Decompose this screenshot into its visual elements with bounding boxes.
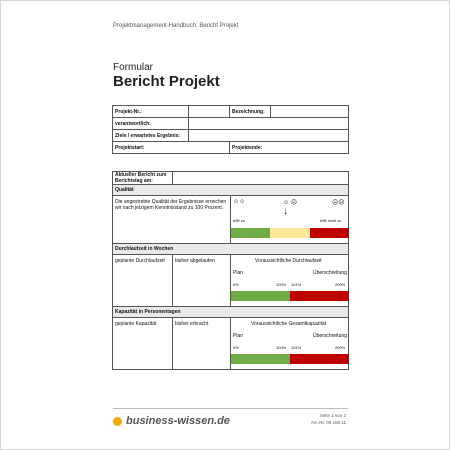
project-info-table	[112, 105, 349, 154]
capacity-tick-100: 100%	[276, 345, 287, 350]
capacity-heading: Kapazität in Personentagen	[113, 307, 349, 318]
project-no-label: Projekt-Nr.:	[113, 106, 189, 118]
project-end-label: Projektende:	[232, 144, 263, 151]
capacity-so-far-cell[interactable]	[173, 318, 231, 370]
quality-indicator-arrow-icon: ↓	[283, 206, 288, 217]
duration-tick-100: 100%	[276, 282, 287, 287]
capacity-planned-cell[interactable]	[113, 318, 173, 370]
project-end-cell[interactable]	[230, 142, 349, 154]
quality-not-applies-label: trifft nicht zu	[320, 218, 342, 223]
duration-tick-0: 0%	[233, 282, 239, 287]
capacity-bar-overrun	[290, 354, 349, 364]
quality-bar-yellow	[270, 228, 310, 238]
duration-so-far-cell[interactable]	[173, 255, 231, 307]
very-happy-faces-icon: ☺☺	[233, 199, 246, 205]
capacity-tick-0: 0%	[233, 345, 239, 350]
duration-bar-plan	[231, 291, 290, 301]
logo-text: business-wissen.de	[126, 415, 230, 427]
goals-label: Ziele / erwartetes Ergebnis:	[113, 130, 189, 142]
duration-planned-cell[interactable]	[113, 255, 173, 307]
designation-label: Bezeichnung:	[230, 106, 271, 118]
project-start-cell[interactable]	[113, 142, 230, 154]
duration-heading: Durchlaufzeit in Wochen	[113, 244, 349, 255]
article-number: Art.-Nr. 09.160.11	[310, 420, 346, 425]
designation-field[interactable]	[271, 106, 349, 118]
page-info	[311, 412, 346, 426]
duration-so-far-label: bisher abgelaufen	[175, 258, 215, 264]
quality-heading: Qualität	[113, 185, 349, 196]
quality-scale[interactable]	[231, 196, 348, 240]
duration-scale[interactable]	[231, 255, 348, 303]
neutral-faces-icon: ☺ ☹	[283, 200, 298, 206]
page-number: Seite 1 von 2	[319, 413, 346, 418]
quality-applies-label: trifft zu	[233, 218, 245, 223]
report-table	[112, 171, 349, 370]
capacity-scale-cell	[231, 318, 349, 370]
document-title: Bericht Projekt	[113, 73, 220, 90]
duration-bar-overrun	[290, 291, 349, 301]
report-date-label: Aktueller Bericht zum Berichtstag am:	[113, 172, 173, 185]
duration-tick-101: 101%	[291, 282, 302, 287]
project-start-label: Projektstart:	[115, 144, 145, 151]
capacity-scale[interactable]	[231, 318, 348, 366]
sad-faces-icon: ☹☹	[332, 200, 345, 206]
duration-overrun-label: Überschreitung	[313, 270, 347, 276]
capacity-planned-label: geplante Kapazität	[115, 321, 157, 327]
business-wissen-logo	[113, 415, 230, 427]
goals-field[interactable]	[189, 130, 349, 142]
project-no-field[interactable]	[189, 106, 230, 118]
footer-divider	[113, 408, 348, 409]
duration-expected-label: Voraussichtliche Durchlaufzeit	[255, 258, 322, 264]
capacity-bar-plan	[231, 354, 290, 364]
capacity-expected-label: Voraussichtliche Gesamtkapazität	[251, 321, 327, 327]
capacity-plan-label: Plan	[233, 333, 244, 339]
capacity-overrun-label: Überschreitung	[313, 333, 347, 339]
logo-dot-icon	[113, 417, 122, 426]
duration-planned-label: geplante Durchlaufzeit	[115, 258, 165, 264]
duration-scale-cell	[231, 255, 349, 307]
quality-description: Die angestrebte Qualität der Ergebnisse erreichen wir nach jetzigem Kenntnisstand zu 100 Prozent.	[113, 196, 231, 244]
form-label: Formular	[113, 62, 154, 73]
duration-tick-200: 200%	[335, 282, 346, 287]
quality-bar-red	[310, 228, 349, 238]
responsible-field[interactable]	[189, 118, 349, 130]
responsible-label: verantwortlich:	[113, 118, 189, 130]
duration-plan-label: Plan	[233, 270, 244, 276]
capacity-tick-101: 101%	[291, 345, 302, 350]
report-date-field[interactable]	[173, 172, 349, 185]
quality-scale-cell	[231, 196, 349, 244]
running-header: Projektmanagement-Handbuch: Bericht Projekt	[113, 23, 239, 29]
capacity-tick-200: 200%	[335, 345, 346, 350]
capacity-so-far-label: bisher erbracht	[175, 321, 209, 327]
quality-bar-green	[231, 228, 270, 238]
